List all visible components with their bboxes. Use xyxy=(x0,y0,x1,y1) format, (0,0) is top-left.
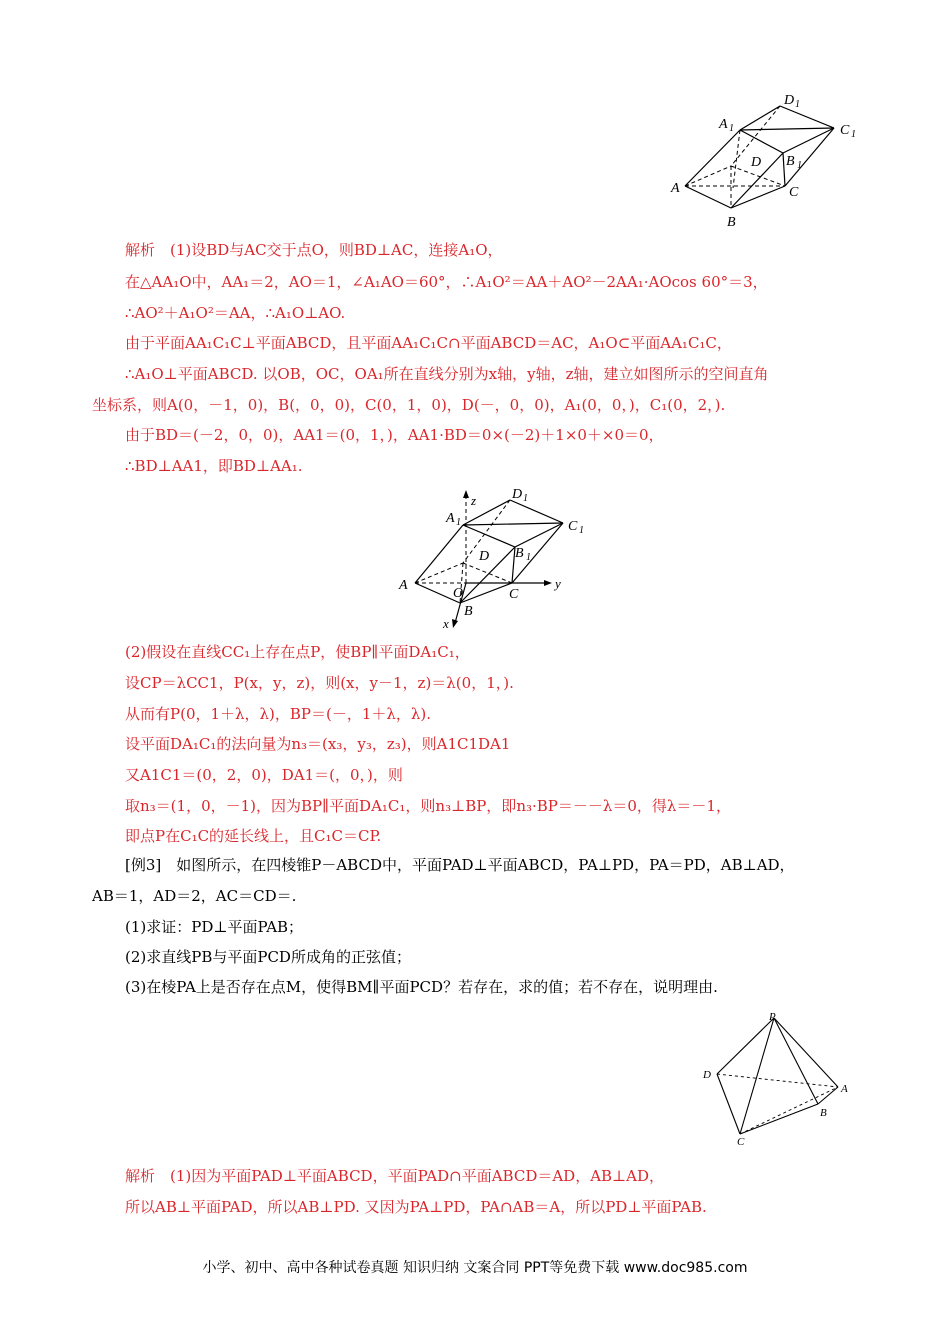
coordinate-diagram xyxy=(395,485,595,630)
label-b1-sub: 1 xyxy=(797,160,802,171)
figure-parallelepiped xyxy=(665,88,875,233)
label-c1-sub: 1 xyxy=(851,129,856,140)
label-b1: B xyxy=(786,154,795,169)
solution2-line5: 又A1C1＝(0，2，0)，DA1＝(，0，)，则 xyxy=(125,766,403,784)
label-b: B xyxy=(820,1107,827,1119)
solution3-line2: 所以AB⊥平面PAD，所以AB⊥PD. 又因为PA⊥PD，PA∩AB＝A，所以PD⊥平面PAB. xyxy=(125,1198,707,1216)
label-c: C xyxy=(509,587,519,602)
solution2-line4: 设平面DA₁C₁的法向量为n₃＝(x₃，y₃，z₃)，则A1C1DA1 xyxy=(125,735,511,753)
solution1-line5: ∴A₁O⊥平面ABCD. 以OB，OC，OA₁所在直线分别为x轴，y轴，z轴，建立如图所示的空间直角 xyxy=(125,365,769,383)
example3-question3: (3)在棱PA上是否存在点M，使得BM∥平面PCD？若存在，求的值；若不存在，说明理由. xyxy=(125,978,718,996)
parallelepiped-diagram xyxy=(665,88,875,233)
solution2-line6: 取n₃＝(1，0，－1)，因为BP∥平面DA₁C₁，则n₃⊥BP，即n₃·BP＝－－λ＝0，得λ＝－1， xyxy=(125,797,731,815)
label-a1: A xyxy=(446,511,455,526)
solution2-line1: (2)假设在直线CC₁上存在点P，使BP∥平面DA₁C₁， xyxy=(125,643,470,661)
solution1-line7: 由于BD＝(－2，0，0)，AA1＝(0，1，)，AA1·BD＝0×(－2)＋1×0＋×0＝0， xyxy=(125,426,664,444)
label-c: C xyxy=(789,185,799,200)
label-x-axis: x xyxy=(443,616,449,630)
label-c1: C xyxy=(568,519,578,534)
example3-question1: (1)求证：PD⊥平面PAB； xyxy=(125,918,304,936)
label-c: C xyxy=(737,1136,745,1147)
label-d1: D xyxy=(512,487,523,502)
label-y-axis: y xyxy=(555,576,561,591)
label-d: D xyxy=(703,1069,711,1081)
figure-pyramid xyxy=(700,1012,860,1147)
label-a1: A xyxy=(719,117,728,132)
label-o: O xyxy=(453,586,464,601)
solution1-line3: ∴AO²＋A₁O²＝AA，∴A₁O⊥AO. xyxy=(125,304,346,322)
pyramid-diagram xyxy=(700,1012,860,1147)
label-a: A xyxy=(841,1083,848,1095)
label-b1: B xyxy=(515,546,524,561)
solution2-line2: 设CP＝λCC1，P(x，y，z)，则(x，y－1，z)＝λ(0，1，). xyxy=(125,674,514,692)
solution2-line7: 即点P在C₁C的延长线上，且C₁C＝CP. xyxy=(125,827,382,845)
label-a: A xyxy=(671,181,680,196)
example3-line2: AB＝1，AD＝2，AC＝CD＝. xyxy=(92,887,297,905)
solution2-line3: 从而有P(0，1＋λ，λ)，BP＝(－，1＋λ，λ). xyxy=(125,705,432,723)
solution1-line4: 由于平面AA₁C₁C⊥平面ABCD，且平面AA₁C₁C∩平面ABCD＝AC，A₁O⊂平面AA₁C₁C， xyxy=(125,334,732,352)
solution1-line1: 解析 (1)设BD与AC交于点O，则BD⊥AC，连接A₁O， xyxy=(125,241,503,259)
solution1-line8: ∴BD⊥AA1，即BD⊥AA₁. xyxy=(125,457,303,475)
label-a1-sub: 1 xyxy=(456,517,461,528)
label-d1: D xyxy=(784,93,795,108)
label-p: P xyxy=(769,1012,776,1023)
label-d: D xyxy=(479,549,490,564)
figure-coordinate-system xyxy=(395,485,595,630)
label-b: B xyxy=(727,215,736,230)
label-d: D xyxy=(751,155,762,170)
label-b: B xyxy=(464,604,473,619)
label-a: A xyxy=(399,578,408,593)
label-c1: C xyxy=(840,123,850,138)
solution1-line2: 在△AA₁O中，AA₁＝2，AO＝1，∠A₁AO＝60°，∴A₁O²＝AA＋AO²－2AA₁·AOcos 60°＝3， xyxy=(125,273,768,291)
page-footer: 小学、初中、高中各种试卷真题 知识归纳 文案合同 PPT等免费下载 www.doc985.com xyxy=(202,1260,748,1276)
label-z-axis: z xyxy=(471,493,477,508)
example3-question2: (2)求直线PB与平面PCD所成角的正弦值； xyxy=(125,948,411,966)
solution1-line6: 坐标系，则A(0，－1，0)，B(，0，0)，C(0，1，0)，D(－，0，0)，A₁(0，0，)，C₁(0，2，). xyxy=(92,396,726,414)
label-d1-sub: 1 xyxy=(795,99,800,110)
example3-line1: [例3] 如图所示，在四棱锥P－ABCD中，平面PAD⊥平面ABCD，PA⊥PD，PA＝PD，AB⊥AD， xyxy=(125,856,795,874)
solution3-line1: 解析 (1)因为平面PAD⊥平面ABCD，平面PAD∩平面ABCD＝AD，AB⊥AD， xyxy=(125,1167,665,1185)
label-a1-sub: 1 xyxy=(729,123,734,134)
label-c1-sub: 1 xyxy=(579,525,584,536)
label-d1-sub: 1 xyxy=(523,493,528,504)
label-b1-sub: 1 xyxy=(526,552,531,563)
